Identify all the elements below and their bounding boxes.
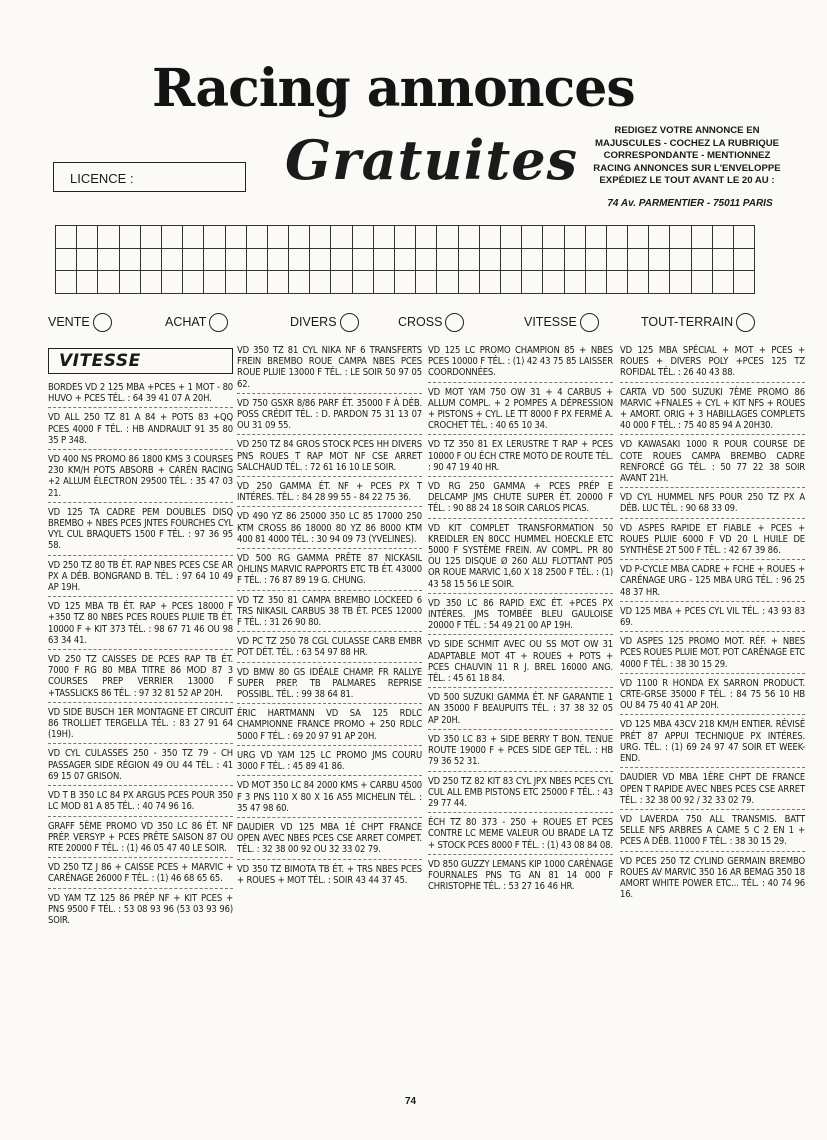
grid-cell[interactable] [458, 271, 479, 294]
grid-row [56, 271, 755, 294]
category-label: CROSS [398, 315, 443, 329]
classified-ad: VD 125 MBA + PCES CYL VIL TÉL. : 43 93 83 69. [620, 606, 805, 632]
grid-cell[interactable] [479, 248, 500, 271]
ads-column-1 [48, 345, 233, 933]
grid-cell[interactable] [479, 271, 500, 294]
grid-cell[interactable] [543, 226, 564, 249]
grid-cell[interactable] [649, 248, 670, 271]
grid-cell[interactable] [606, 271, 627, 294]
grid-cell[interactable] [734, 226, 755, 249]
classified-ad: VD 350 TZ BIMOTA TB ÉT. + TRS NBES PCES + ROUES + MOT TÉL. : SOIR 43 44 37 45. [237, 863, 422, 886]
grid-cell[interactable] [140, 248, 161, 271]
classified-ad: VD 1100 R HONDA EX SARRON PRODUCT. CRTE-GRSE 35000 F TÉL. : 84 75 56 10 HB OU 84 75 40 41 AP 20H. [620, 678, 805, 716]
grid-cell[interactable] [331, 271, 352, 294]
classified-ad: VD SIDE BUSCH 1ER MONTAGNE ET CIRCUIT 86 TROLLIET TERGELLA TÉL. : 83 27 91 64 (19H). [48, 707, 233, 745]
classified-ad: VD 350 LC 86 RAPID EXC ÉT. +PCES PX INTÉRES. JMS TOMBÉE BLEU GAULOISE 20000 F TÉL. : 54 49 21 00 AP 19H. [428, 598, 613, 636]
grid-cell[interactable] [373, 271, 394, 294]
checkbox-vente[interactable] [93, 313, 112, 332]
grid-cell[interactable] [204, 226, 225, 249]
grid-cell[interactable] [352, 271, 373, 294]
ads-column-4 [620, 345, 805, 907]
grid-cell[interactable] [204, 248, 225, 271]
grid-cell[interactable] [734, 248, 755, 271]
grid-cell[interactable] [628, 271, 649, 294]
grid-cell[interactable] [246, 248, 267, 271]
grid-cell[interactable] [437, 271, 458, 294]
grid-cell[interactable] [119, 248, 140, 271]
classified-ad: GRAFF 5ÈME PROMO VD 350 LC 86 ÉT. NF PRÉP. VERSYP + PCES PRÊTE SAISON 87 OU RTE 20000 F TÉL. : (1) 46 05 47 40 LE SOIR. [48, 821, 233, 859]
grid-cell[interactable] [225, 271, 246, 294]
grid-cell[interactable] [352, 248, 373, 271]
grid-cell[interactable] [56, 226, 77, 249]
instructions: REDIGEZ VOTRE ANNONCE EN MAJUSCULES - COCHEZ LA RUBRIQUE CORRESPONDANTE - MENTIONNEZ RACING ANNONCES SUR L'ENVELOPPE EXPÉDIEZ LE TOUT AVANT LE 20 AU : [593, 125, 781, 187]
checkbox-tout-terrain[interactable] [736, 313, 755, 332]
checkbox-divers[interactable] [340, 313, 359, 332]
category-achat[interactable] [165, 312, 228, 332]
classified-ad: DAUDIER VD MBA 1ÈRE CHPT DE FRANCE OPEN T RAPIDE AVEC NBES PCES CSE ARRET TÉL. : 32 38 00 92 / 32 33 02 79. [620, 772, 805, 810]
grid-row [56, 248, 755, 271]
classified-ad: VD 125 MBA 43CV 218 KM/H ENTIER. RÉVISÉ PRÉT 87 APPUI TECHNIQUE PX INTÉRES. URG. TÉL. : (1) 69 24 97 47 SOIR ET WEEK-END. [620, 719, 805, 768]
grid-row [56, 226, 755, 249]
grid-cell[interactable] [543, 271, 564, 294]
classified-ad: VD 500 RG GAMMA PRÊTE 87 NICKASIL OHLINS MARVIC RAPPORTS ETC TB ÉT. 43000 F TÉL. : 76 87 89 19 G. CHUNG. [237, 553, 422, 591]
classified-ad: VD MOT YAM 750 OW 31 + 4 CARBUS + ALLUM COMPL. + 2 POMPES A DÉPRESSION + PISTONS + CYL. LE TT 8000 F PX FERMÉ A. CROCHET TÉL. : 40 65 10 34. [428, 387, 613, 436]
grid-cell[interactable] [267, 271, 288, 294]
classified-ad: BORDES VD 2 125 MBA +PCES + 1 MOT - 80 HUVO + PCES TÉL. : 64 39 41 07 A 20H. [48, 382, 233, 408]
classified-ad: VD CYL CULASSES 250 - 350 TZ 79 - CH PASSAGER SIDE RÉGION 49 OU 44 TÉL. : 41 69 15 07 GRISON. [48, 748, 233, 786]
grid-cell[interactable] [246, 226, 267, 249]
grid-cell[interactable] [691, 271, 712, 294]
classified-ad: VD 250 TZ 84 GROS STOCK PCES HH DIVERS PNS ROUES T RAP MOT NF CSE ARRET SALCHAUD TÉL. : 72 61 16 10 LE SOIR. [237, 439, 422, 477]
grid-cell[interactable] [670, 226, 691, 249]
grid-cell[interactable] [267, 226, 288, 249]
grid-cell[interactable] [395, 248, 416, 271]
classified-ad: VD 500 SUZUKI GAMMA ÉT. NF GARANTIE 1 AN 35000 F BEAUPUITS TÉL. : 37 38 32 05 AP 20H. [428, 692, 613, 730]
grid-cell[interactable] [628, 248, 649, 271]
grid-cell[interactable] [77, 226, 98, 249]
grid-cell[interactable] [649, 271, 670, 294]
grid-cell[interactable] [734, 271, 755, 294]
grid-cell[interactable] [395, 271, 416, 294]
grid-cell[interactable] [564, 226, 585, 249]
grid-cell[interactable] [522, 226, 543, 249]
licence-field[interactable] [53, 162, 246, 192]
ads-column-2 [237, 345, 422, 893]
classified-ad: VD 250 TZ 80 TB ÉT. RAP NBES PCES CSE AR PX A DÉB. BONGRAND B. TÉL. : 97 64 10 49 AP 19H. [48, 560, 233, 598]
grid-cell[interactable] [289, 226, 310, 249]
grid-cell[interactable] [98, 226, 119, 249]
grid-cell[interactable] [564, 248, 585, 271]
licence-label: LICENCE : [70, 171, 134, 186]
grid-cell[interactable] [458, 248, 479, 271]
grid-cell[interactable] [500, 226, 521, 249]
grid-cell[interactable] [373, 248, 394, 271]
grid-cell[interactable] [183, 226, 204, 249]
grid-cell[interactable] [416, 248, 437, 271]
category-label: ACHAT [165, 315, 207, 329]
category-label: VITESSE [524, 315, 577, 329]
classified-ad: VD PC TZ 250 78 CGL CULASSE CARB EMBR POT DÉT. TÉL. : 63 54 97 88 HR. [237, 636, 422, 662]
grid-cell[interactable] [437, 226, 458, 249]
category-vitesse[interactable] [524, 312, 599, 332]
classified-ad: VD 125 MBA SPÉCIAL + MOT + PCES + ROUES + DIVERS POLY +PCES 125 TZ ROFIDAL TÉL. : 26 40 43 88. [620, 345, 805, 383]
grid-cell[interactable] [98, 248, 119, 271]
grid-cell[interactable] [331, 248, 352, 271]
grid-cell[interactable] [395, 226, 416, 249]
classified-ad: VD RG 250 GAMMA + PCES PRÉP E DELCAMP JMS CHUTE SUPER ÉT. 20000 F TÉL. : 90 88 24 18 SOIR CARLOS PICAS. [428, 481, 613, 519]
grid-cell[interactable] [77, 271, 98, 294]
grid-cell[interactable] [500, 271, 521, 294]
classified-ad: VD YAM TZ 125 86 PRÉP NF + KIT PCES + PNS 9500 F TÉL. : 53 08 93 96 (53 03 93 96) SOIR. [48, 892, 233, 926]
classified-ad: VD PCES 250 TZ CYLIND GERMAIN BREMBO ROUES AV MARVIC 350 16 AR BEMAG 350 18 AMORT WHITE POWER ETC... TÉL. : 40 74 96 16. [620, 855, 805, 901]
grid-cell[interactable] [183, 248, 204, 271]
grid-cell[interactable] [585, 248, 606, 271]
grid-cell[interactable] [437, 248, 458, 271]
grid-cell[interactable] [310, 271, 331, 294]
checkbox-cross[interactable] [445, 313, 464, 332]
category-tout-terrain[interactable] [641, 312, 755, 332]
ads-column-3 [428, 345, 613, 899]
classified-ad: VD BMW 80 GS IDÉALE CHAMP. FR RALLYE SUPER PREP. TB PALMARES REPRISE POSSIBL. TÉL. : 99 38 64 81. [237, 667, 422, 705]
classified-ad: VD TZ 350 81 CAMPA BREMBO LOCKEED 6 TRS NIKASIL CARBUS 38 TB ÉT. PCES 12000 F TÉL. : 31 26 90 80. [237, 595, 422, 633]
grid-cell[interactable] [373, 226, 394, 249]
classified-ad: VD LAVERDA 750 ALL TRANSMIS. BATT SELLE NFS ARBRES A CAME 5 C 2 EN 1 + PCES A DÉB. 11000 F TÉL. : 38 30 15 29. [620, 814, 805, 852]
page-title: Racing annonces [152, 58, 635, 119]
grid-cell[interactable] [225, 226, 246, 249]
classified-ad: VD 350 LC 83 + SIDE BERRY T BON. TENUE ROUTE 19000 F + PCES SIDE GEP TÉL. : HB 79 36 52 31. [428, 734, 613, 772]
grid-cell[interactable] [712, 271, 733, 294]
grid-cell[interactable] [585, 271, 606, 294]
classified-ad: VD 400 NS PROMO 86 1800 KMS 3 COURSES 230 KM/H POTS ABSORB + CARÉN RACING +2 ALLUM ÉLECTRON 29500 TÉL. : 35 47 03 21. [48, 454, 233, 503]
classified-ad: DAUDIER VD 125 MBA 1È CHPT FRANCE OPEN AVEC NBES PCES CSE ARRET COMPET. TÉL. : 32 38 00 92 OU 32 33 02 79. [237, 822, 422, 860]
classified-ad: VD ASPES RAPIDE ET FIABLE + PCES + ROUES PLUIE 6000 F VD 20 L HUILE DE SYNTHÈSE 2T 500 F TÉL. : 42 67 39 86. [620, 523, 805, 561]
classified-ad: VD T B 350 LC 84 PX ARGUS PCES POUR 350 LC MOD 81 A 85 TÉL. : 40 74 96 16. [48, 790, 233, 816]
checkbox-vitesse[interactable] [580, 313, 599, 332]
grid-cell[interactable] [479, 226, 500, 249]
grid-cell[interactable] [289, 248, 310, 271]
grid-cell[interactable] [204, 271, 225, 294]
grid-cell[interactable] [225, 248, 246, 271]
grid-cell[interactable] [522, 271, 543, 294]
classified-ad: VD MOT 350 LC 84 2000 KMS + CARBU 4500 F 3 PNS 110 X 80 X 16 A55 MICHELIN TÉL. : 35 47 98 60. [237, 780, 422, 818]
category-divers[interactable] [290, 312, 359, 332]
grid-cell[interactable] [310, 226, 331, 249]
classified-ad: VD ASPES 125 PROMO MOT. RÉF. + NBES PCES ROUES PLUIE MOT. POT CARÉNAGE ETC 4000 F TÉL. : 38 30 15 29. [620, 636, 805, 674]
classified-ad: ÉRIC HARTMANN VD SA 125 RDLC CHAMPIONNE FRANCE PROMO + 250 RDLC 5000 F TÉL. : 69 20 97 91 AP 20H. [237, 708, 422, 746]
grid-cell[interactable] [712, 226, 733, 249]
classified-ad: VD SIDE SCHMIT AVEC OU SS MOT OW 31 ADAPTABLE MOT 4T + ROUES + POTS + PCES CHAUVIN 11 R J. BREL 16000 ANG. TÉL. : 45 61 18 84. [428, 639, 613, 688]
classified-ad: VD 125 MBA TB ÉT. RAP + PCES 18000 F +350 TZ 80 NBES PCES ROUES PLUIE TB ÉT. 10000 F + KIT 373 TÉL. : 98 67 71 46 OU 98 63 34 41. [48, 601, 233, 650]
classified-ad: URG VD YAM 125 LC PROMO JMS COURU 3000 F TÉL. : 45 89 41 86. [237, 750, 422, 776]
grid-cell[interactable] [161, 248, 182, 271]
grid-cell[interactable] [522, 248, 543, 271]
grid-cell[interactable] [649, 226, 670, 249]
category-cross[interactable] [398, 312, 464, 332]
checkbox-achat[interactable] [209, 313, 228, 332]
grid-cell[interactable] [267, 248, 288, 271]
classified-ad: VD CYL HUMMEL NFS POUR 250 TZ PX A DÉB. LUC TÉL. : 90 68 33 09. [620, 492, 805, 518]
classified-ad: VD 250 GAMMA ÉT. NF + PCES PX T INTÉRES. TÉL. : 84 28 99 55 - 84 22 75 36. [237, 481, 422, 507]
classified-ad: VD 490 YZ 86 25000 350 LC 85 17000 250 KTM CROSS 86 18000 80 YZ 86 8000 KTM 400 81 4000 TÉL. : 30 94 09 73 (YVELINES). [237, 511, 422, 549]
grid-cell[interactable] [161, 271, 182, 294]
section-title: VITESSE [48, 348, 233, 374]
grid-cell[interactable] [56, 271, 77, 294]
grid-cell[interactable] [140, 226, 161, 249]
grid-cell[interactable] [628, 226, 649, 249]
classified-ad: CARTA VD 500 SUZUKI 7ÈME PROMO 86 MARVIC +FNALES + CYL + KIT NFS + ROUES + AMORT. ORIG + 3 HABILLAGES COMPLETS 40 000 F TÉL. : 75 40 85 94 A 20H30. [620, 387, 805, 436]
classified-ad: VD TZ 350 81 EX LERUSTRE T RAP + PCES 10000 F OU ÉCH CTRE MOTO DE ROUTE TÉL. : 90 47 19 40 HR. [428, 439, 613, 477]
classified-ad: VD 125 TA CADRE PEM DOUBLES DISQ BREMBO + NBES PCES JNTES FOURCHES CYL VYL CUL BRAQUETS 1500 F TÉL. : 97 36 95 58. [48, 507, 233, 556]
classified-ad: VD KAWASAKI 1000 R POUR COURSE DE COTE ROUES CAMPA BREMBO CADRE RENFORCÉ GG TÉL. : 50 77 22 38 SOIR AVANT 21H. [620, 439, 805, 488]
grid-cell[interactable] [416, 226, 437, 249]
grid-cell[interactable] [670, 248, 691, 271]
grid-cell[interactable] [564, 271, 585, 294]
grid-cell[interactable] [712, 248, 733, 271]
grid-cell[interactable] [183, 271, 204, 294]
grid-cell[interactable] [606, 226, 627, 249]
classified-ad: VD 750 GSXR 8/86 PARF ÉT. 35000 F À DÉB. POSS CRÉDIT TÉL. : D. PARDON 75 31 13 07 OU 31 09 55. [237, 398, 422, 436]
classified-ad: VD P-CYCLE MBA CADRE + FCHE + ROUES + CARÉNAGE URG - 125 MBA URG TÉL. : 96 25 48 37 HR. [620, 564, 805, 602]
grid-cell[interactable] [670, 271, 691, 294]
grid-cell[interactable] [98, 271, 119, 294]
grid-cell[interactable] [289, 271, 310, 294]
grid-cell[interactable] [352, 226, 373, 249]
grid-cell[interactable] [119, 271, 140, 294]
classified-ad: VD 250 TZ J 86 + CAISSE PCES + MARVIC + CARÉNAGE 26000 F TÉL. : (1) 46 68 65 65. [48, 862, 233, 888]
classified-ad: VD 125 LC PROMO CHAMPION 85 + NBES PCES 10000 F TÉL. : (1) 42 43 75 85 LAISSER COORDONNÉES. [428, 345, 613, 383]
grid-cell[interactable] [119, 226, 140, 249]
grid-cell[interactable] [77, 248, 98, 271]
grid-cell[interactable] [543, 248, 564, 271]
classified-ad: VD 250 TZ CAISSES DE PCES RAP TB ÉT. 7000 F RG 80 MBA TITRE 86 MOD 87 3 COURSES PREP VERRIER 13000 F +TASSLICKS 86 TÉL. : 97 32 81 52 AP 20H. [48, 654, 233, 703]
grid-cell[interactable] [458, 226, 479, 249]
page-number: 74 [405, 1096, 417, 1107]
grid-cell[interactable] [246, 271, 267, 294]
classified-ad: VD KIT COMPLET TRANSFORMATION 50 KREIDLER EN 80CC HUMMEL HOECKLE ETC 5000 F SYSTÈME FREIN. AV COMPL. PR 80 OU 125 DISQUE Ø 260 ALU FLOTTANT P05 OR ROUE MARVIC 1,60 X 18 2500 F TÉL. : (1) 43 58 15 56 LE SOIR. [428, 523, 613, 594]
category-vente[interactable] [48, 312, 112, 332]
category-label: VENTE [48, 315, 90, 329]
classified-ad: VD 850 GUZZY LEMANS KIP 1000 CARÉNAGE FOURNALES PNS TG AN 81 14 000 F CHRISTOPHE TÉL. : 53 27 16 46 HR. [428, 858, 613, 893]
grid-cell[interactable] [310, 248, 331, 271]
grid-cell[interactable] [606, 248, 627, 271]
grid-cell[interactable] [691, 248, 712, 271]
classified-ad: VD ALL 250 TZ 81 A 84 + POTS 83 +QQ PCES 4000 F TÉL. : HB ANDRAULT 91 35 80 35 P 348. [48, 412, 233, 450]
category-label: DIVERS [290, 315, 337, 329]
grid-cell[interactable] [500, 248, 521, 271]
grid-cell[interactable] [140, 271, 161, 294]
grid-cell[interactable] [331, 226, 352, 249]
grid-cell[interactable] [161, 226, 182, 249]
grid-cell[interactable] [585, 226, 606, 249]
page-subtitle: Gratuites [285, 128, 578, 192]
classified-ad: VD 350 TZ 81 CYL NIKA NF 6 TRANSFERTS FREIN BREMBO ROUE CAMPA NBES PCES ROUE PLUIE 13000 F TÉL. : LE SOIR 50 97 05 62. [237, 345, 422, 394]
category-label: TOUT-TERRAIN [641, 315, 734, 329]
ad-entry-grid[interactable] [55, 225, 755, 294]
classified-ad: ÉCH TZ 80 373 - 250 + ROUES ET PCES CONTRE LC MEME VALEUR OU BRADE LA TZ + STOCK PCES 8000 F TÉL. : (1) 43 08 84 08. [428, 817, 613, 855]
address: 74 Av. PARMENTIER - 75011 PARIS [607, 198, 773, 209]
grid-cell[interactable] [416, 271, 437, 294]
grid-cell[interactable] [56, 248, 77, 271]
classified-ad: VD 250 TZ 82 KIT 83 CYL JPX NBES PCES CYL CUL ALL EMB PISTONS ETC 25000 F TÉL. : 43 29 77 44. [428, 776, 613, 814]
grid-cell[interactable] [691, 226, 712, 249]
